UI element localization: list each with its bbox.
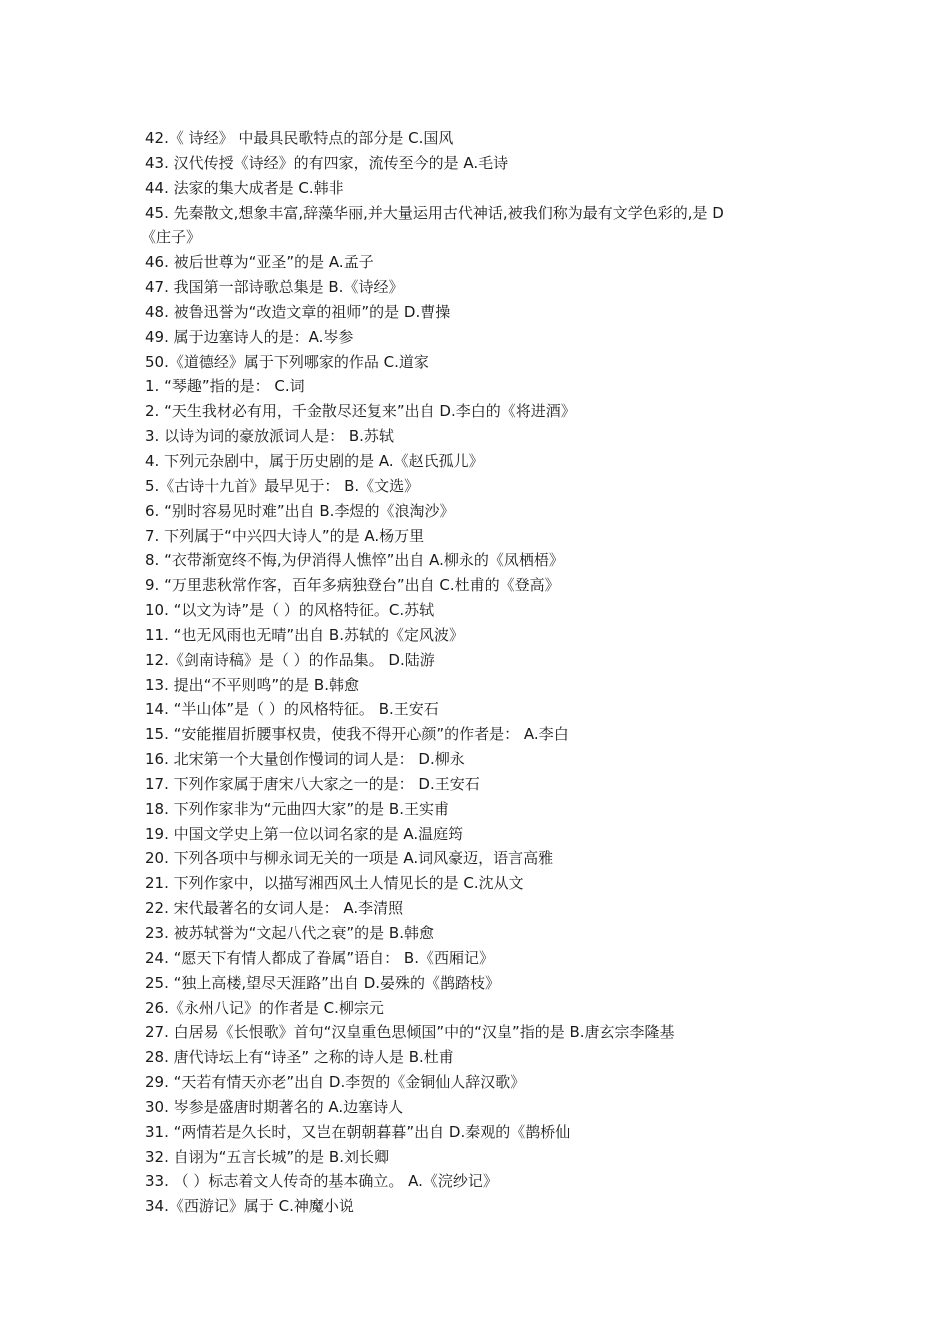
question-list	[141, 126, 815, 1219]
list-item: 4. 下列元杂剧中，属于历史剧的是 A.《赵氏孤儿》	[145, 451, 484, 470]
list-item: 48. 被鲁迅誉为“改造文章的祖师”的是 D.曹操	[145, 302, 451, 321]
list-item: 42.《 诗经》 中最具民歌特点的部分是 C.国风	[145, 129, 454, 147]
list-item: 5.《古诗十九首》最早见于： B.《文选》	[145, 476, 420, 495]
list-item: 50.《道德经》属于下列哪家的作品 C.道家	[145, 352, 429, 371]
list-item: 27. 白居易《长恨歌》首句“汉皇重色思倾国”中的“汉皇”指的是 B.唐玄宗李隆基	[145, 1023, 675, 1042]
list-item: 14. “半山体”是（ ）的风格特征。 B.王安石	[145, 700, 439, 719]
list-item: 32. 自诩为“五言长城”的是 B.刘长卿	[145, 1147, 389, 1166]
list-item-continuation: 《庄子》	[141, 228, 202, 247]
list-item: 22. 宋代最著名的女词人是： A.李清照	[145, 899, 404, 918]
list-item: 33. （ ）标志着文人传奇的基本确立。 A.《浣纱记》	[145, 1172, 498, 1191]
list-item: 1. “琴趣”指的是： C.词	[145, 377, 305, 396]
list-item: 28. 唐代诗坛上有“诗圣” 之称的诗人是 B.杜甫	[145, 1048, 454, 1067]
list-item: 25. “独上高楼,望尽天涯路”出自 D.晏殊的《鹊踏枝》	[145, 973, 501, 992]
list-item: 8. “衣带渐宽终不悔,为伊消得人憔悴”出自 A.柳永的《凤栖梧》	[145, 551, 564, 570]
list-item: 18. 下列作家非为“元曲四大家”的是 B.王实甫	[145, 799, 449, 818]
list-item: 15. “安能摧眉折腰事权贵，使我不得开心颜”的作者是： A.李白	[145, 725, 569, 744]
list-item: 2. “天生我材必有用，千金散尽还复来”出自 D.李白的《将进酒》	[145, 402, 576, 421]
list-item: 3. 以诗为词的豪放派词人是： B.苏轼	[145, 427, 394, 446]
list-item: 16. 北宋第一个大量创作慢词的词人是： D.柳永	[145, 750, 465, 769]
list-item: 46. 被后世尊为“亚圣”的是 A.孟子	[145, 253, 374, 272]
list-item: 29. “天若有情天亦老”出自 D.李贺的《金铜仙人辞汉歌》	[145, 1073, 526, 1092]
list-item: 9. “万里悲秋常作客，百年多病独登台”出自 C.杜甫的《登高》	[145, 576, 560, 595]
list-item: 45. 先秦散文,想象丰富,辞藻华丽,并大量运用古代神话,被我们称为最有文学色彩的,是 D	[145, 203, 724, 222]
list-item: 24. “愿天下有情人都成了眷属”语自： B.《西厢记》	[145, 948, 494, 967]
list-item: 26.《永州八记》的作者是 C.柳宗元	[145, 998, 384, 1017]
list-item: 47. 我国第一部诗歌总集是 B.《诗经》	[145, 278, 404, 297]
list-item: 30. 岑参是盛唐时期著名的 A.边塞诗人	[145, 1097, 404, 1116]
list-item: 10. “以文为诗”是（ ）的风格特征。C.苏轼	[145, 601, 435, 620]
list-item: 49. 属于边塞诗人的是：A.岑参	[145, 327, 354, 346]
list-item: 20. 下列各项中与柳永词无关的一项是 A.词风豪迈，语言高雅	[145, 849, 554, 868]
list-item: 7. 下列属于“中兴四大诗人”的是 A.杨万里	[145, 526, 425, 545]
list-item: 19. 中国文学史上第一位以词名家的是 A.温庭筠	[145, 824, 464, 843]
list-item: 11. “也无风雨也无晴”出自 B.苏轼的《定风波》	[145, 625, 464, 644]
list-item: 31. “两情若是久长时，又岂在朝朝暮暮”出自 D.秦观的《鹊桥仙	[145, 1122, 571, 1141]
list-item: 23. 被苏轼誉为“文起八代之衰”的是 B.韩愈	[145, 924, 434, 942]
list-item: 17. 下列作家属于唐宋八大家之一的是： D.王安石	[145, 774, 480, 793]
list-item: 12.《剑南诗稿》是（ ）的作品集。 D.陆游	[145, 650, 435, 669]
list-item: 34.《西游记》属于 C.神魔小说	[145, 1197, 354, 1216]
list-item: 13. 提出“不平则鸣”的是 B.韩愈	[145, 675, 359, 694]
list-item: 21. 下列作家中，以描写湘西风土人情见长的是 C.沈从文	[145, 874, 524, 893]
list-item: 44. 法家的集大成者是 C.韩非	[145, 178, 344, 197]
list-item: 43. 汉代传授《诗经》的有四家，流传至今的是 A.毛诗	[145, 153, 509, 172]
list-item: 6. “别时容易见时难”出自 B.李煜的《浪淘沙》	[145, 501, 455, 520]
